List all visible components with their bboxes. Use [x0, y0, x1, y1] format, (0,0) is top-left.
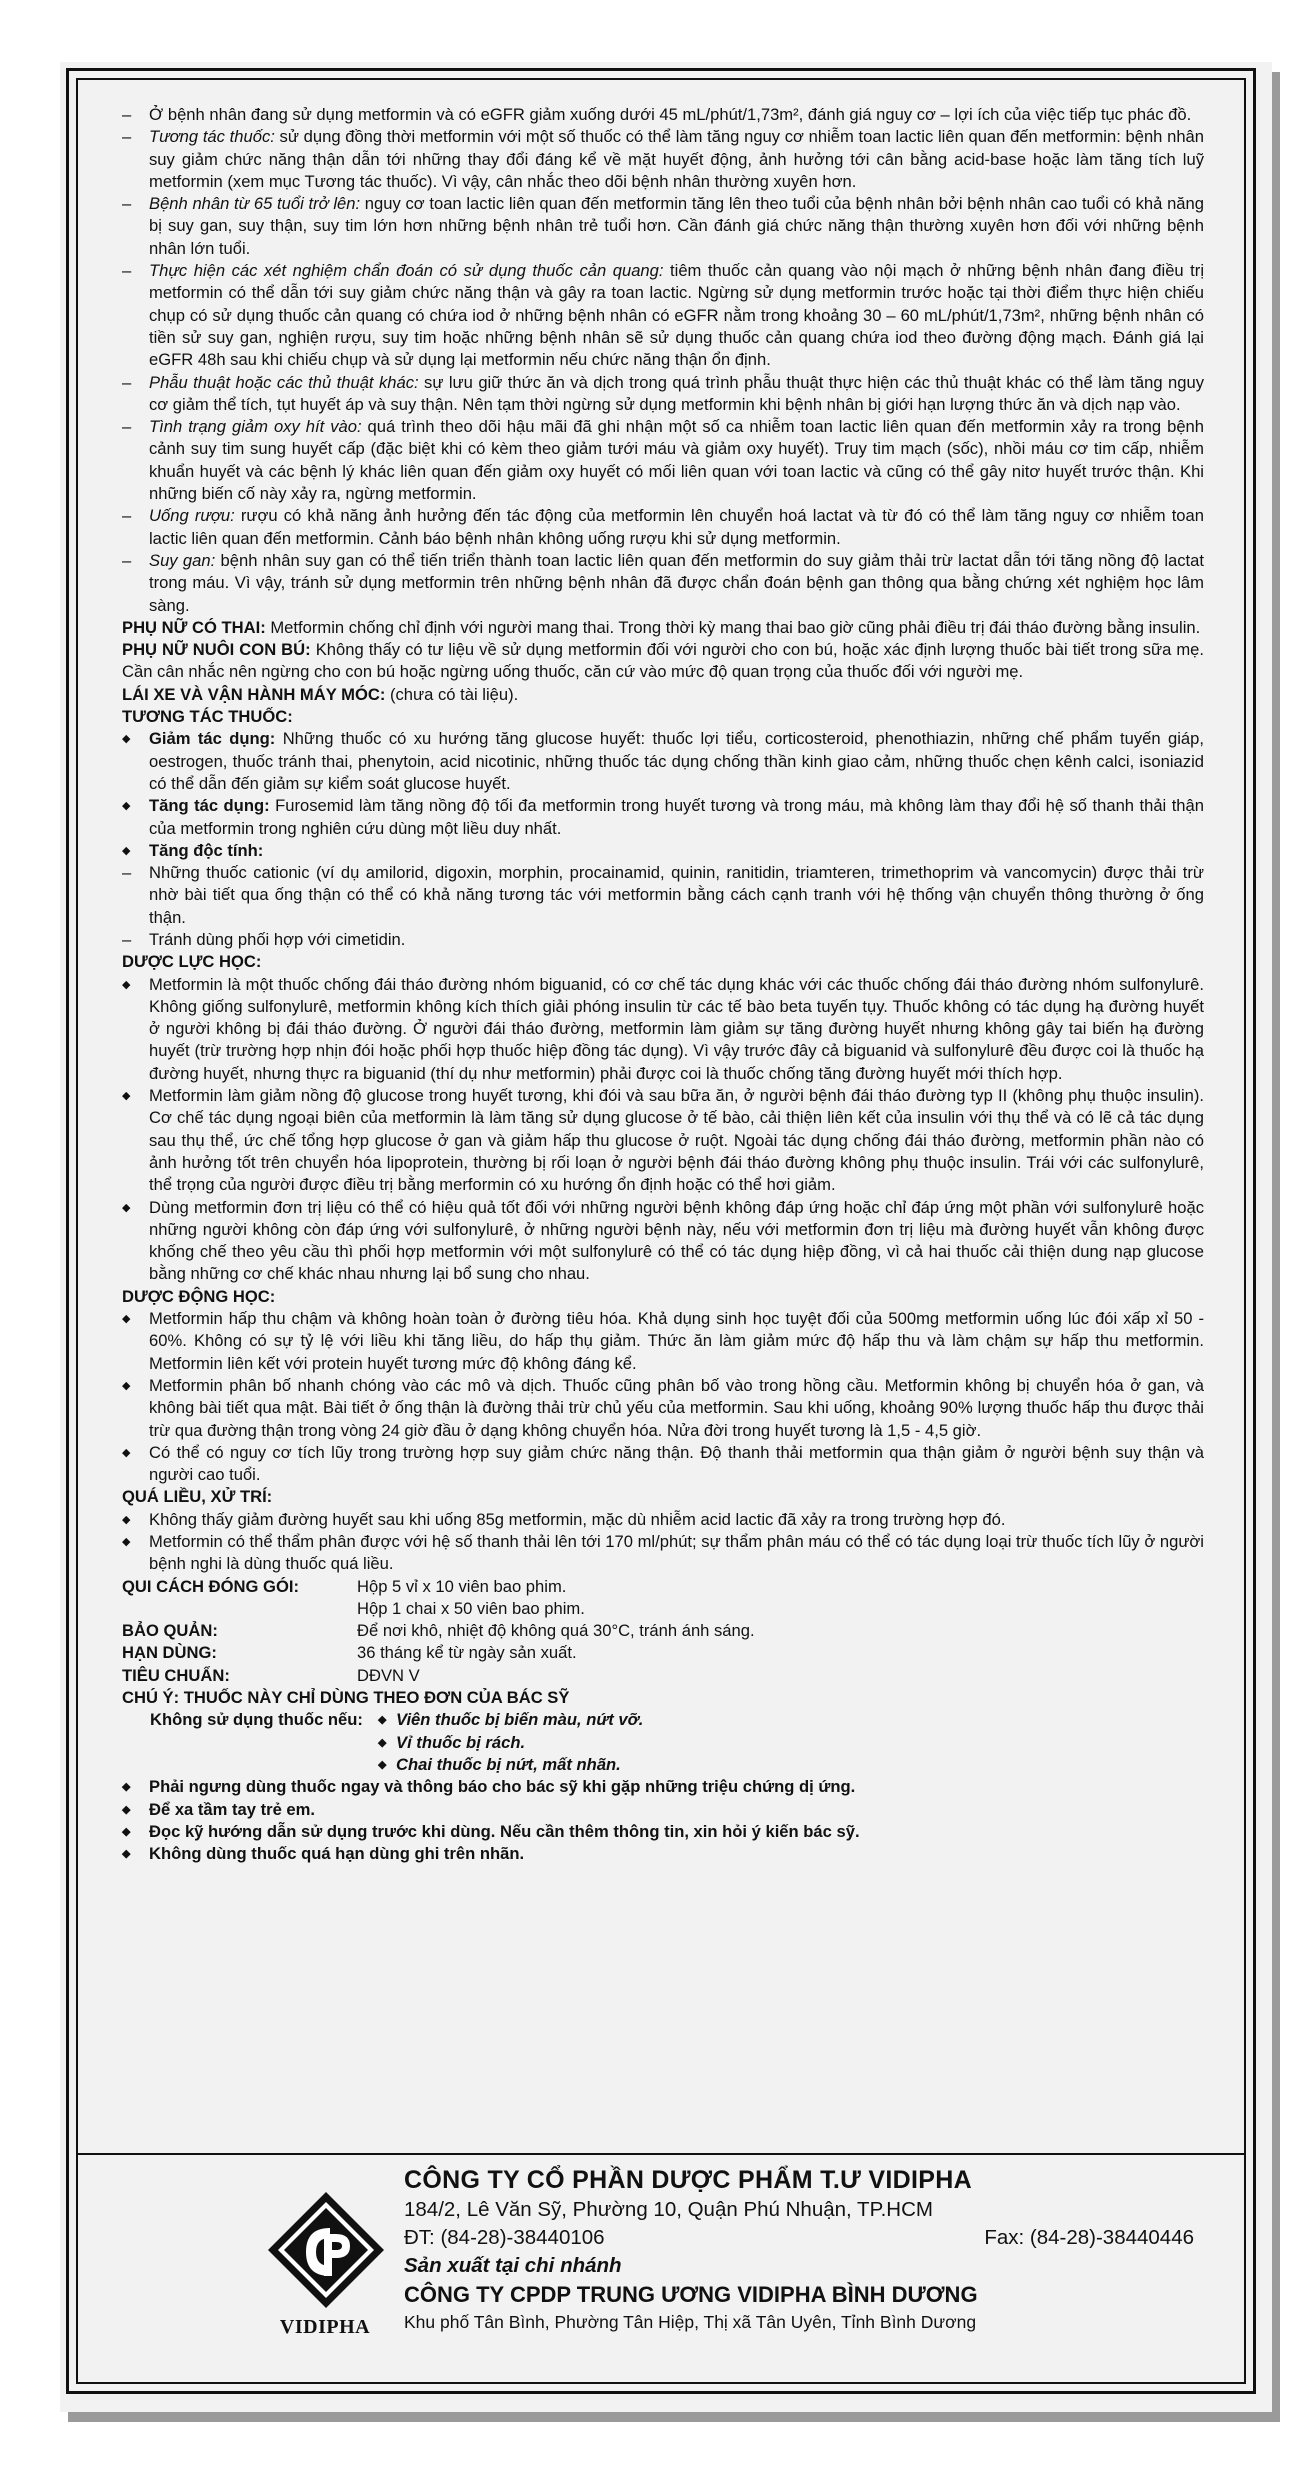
lactation-section: PHỤ NỮ NUÔI CON BÚ: Không thấy có tư liệu về sử dụng metformin đối với người cho con bú, hoặc xác định lượng thuốc bài tiết trong sữa mẹ. Cần cân nhắc nên ngừng cho con bú hoặc ngừng uống thuốc, căn cứ vào mức độ quan trọng của thuốc đối với người mẹ. [122, 640, 1205, 682]
warning-item: ◆ Phải ngưng dùng thuốc ngay và thông báo cho bác sỹ khi gặp những triệu chứng dị ứng. [122, 1776, 1204, 1798]
warning-item: ◆ Không dùng thuốc quá hạn dùng ghi trên nhãn. [122, 1843, 1204, 1865]
driving-section: LÁI XE VÀ VẬN HÀNH MÁY MÓC: (chưa có tài liệu). [122, 684, 519, 704]
pharmacokinetics-item: ◆ Có thể có nguy cơ tích lũy trong trường hợp suy giảm chức năng thận. Độ thanh thải metformin qua thận giảm ở người bệnh suy thận và người cao tuổi. [122, 1442, 1204, 1487]
company-phone: ĐT: (84-28)-38440106 [404, 2226, 605, 2249]
prescription-note: CHÚ Ý: THUỐC NÀY CHỈ DÙNG THEO ĐƠN CỦA BÁC SỸ [122, 1688, 570, 1708]
overdose-title: QUÁ LIỀU, XỬ TRÍ: [122, 1487, 273, 1507]
risk-item: – Tình trạng giảm oxy hít vào: quá trình theo dõi hậu mãi đã ghi nhận một số ca nhiễm toan lactic liên quan đến metformin xảy ra trong bệnh cảnh suy tim sung huyết cấp (đặc biệt khi có kèm theo giảm tưới máu và giảm oxy huyết). Truy tim mạch (sốc), nhồi máu cơ tim cấp, nhiễm khuẩn huyết và các bệnh lý khác liên quan đến giảm oxy huyết có mối liên quan với toan lactic và cũng có thể gây nitơ huyết trước thận. Khi những biến cố này xảy ra, ngừng metformin. [122, 416, 1204, 505]
branch-name: CÔNG TY CPDP TRUNG ƯƠNG VIDIPHA BÌNH DƯƠNG [404, 2282, 978, 2307]
interaction-decrease: ◆ Giảm tác dụng: Những thuốc có xu hướng tăng glucose huyết: thuốc lợi tiểu, corticosteroid, phenothiazin, những chế phẩm tuyến giáp, oestrogen, thuốc tránh thai, phenytoin, acid nicotinic, những thuốc tác dụng chống thần kinh giao cảm, những thuốc chẹn kênh calci, isoniazid có thể dẫn đến giảm sự kiểm soát glucose huyết. [122, 728, 1204, 795]
interaction-toxicity: ◆ Tăng độc tính: [122, 840, 1204, 862]
risk-item: – Bệnh nhân từ 65 tuổi trở lên: nguy cơ toan lactic liên quan đến metformin tăng lên theo tuổi của bệnh nhân bởi bệnh nhân cao tuổi có khả năng bị suy gan, suy thận, suy tim lớn hơn những bệnh nhân trẻ tuổi hơn. Cần đánh giá chức năng thận thường xuyên hơn đối với những bệnh nhân lớn tuổi. [122, 193, 1204, 260]
company-block [404, 2164, 1194, 2335]
do-not-use-item: ◆ Viên thuốc bị biến màu, nứt vỡ. [378, 1709, 1204, 1731]
risk-item: – Thực hiện các xét nghiệm chẩn đoán có sử dụng thuốc cản quang: tiêm thuốc cản quang vào nội mạch ở những bệnh nhân đang điều trị metformin có thể dẫn tới suy giảm chức năng thận và gây ra toan lactic. Ngừng sử dụng metformin trước hoặc tại thời điểm thực hiện chiếu chụp có sử dụng thuốc cản quang có chứa iod ở những bệnh nhân có eGFR nằm trong khoảng 30 – 60 mL/phút/1,73m², những bệnh nhân có tiền sử suy gan, nghiện rượu, suy tim hoặc những bệnh nhân sẽ sử dụng thuốc cản quang chứa iod theo đường động mạch. Đánh giá lại eGFR 48h sau khi chiếu chụp và sử dụng lại metformin nếu chức năng thận ổn định. [122, 260, 1204, 371]
risk-item: – Phẫu thuật hoặc các thủ thuật khác: sự lưu giữ thức ăn và dịch trong quá trình phẫu thuật thực hiện các thủ thuật khác có thể làm tăng nguy cơ giảm thể tích, tụt huyết áp và suy thận. Nên tạm thời ngừng sử dụng metformin khi bệnh nhân bị giới hạn lượng thức ăn và dịch nạp vào. [122, 372, 1204, 417]
pharmacodynamics-item: ◆ Metformin là một thuốc chống đái tháo đường nhóm biguanid, có cơ chế tác dụng khác với các thuốc chống đái tháo đường nhóm sulfonylurê. Không giống sulfonylurê, metformin không kích thích giải phóng insulin từ các tế bào beta tuyến tụy. Thuốc không có tác dụng hạ đường huyết ở người không bị đái tháo đường. Ở người đái tháo đường, metformin làm giảm sự tăng đường huyết nhưng không gây tai biến hạ đường huyết (trừ trường hợp nhịn đói hoặc phối hợp thuốc hiệp đồng tác dụng). Vì vậy trước đây cả biguanid và sulfonylurê đều được coi là thuốc hạ đường huyết, nhưng thực ra biguanid (thí dụ như metformin) phải được coi là thuốc chống tăng đường huyết mới thích hợp. [122, 974, 1204, 1085]
branch-address: Khu phố Tân Bình, Phường Tân Hiệp, Thị xã Tân Uyên, Tỉnh Bình Dương [404, 2312, 977, 2332]
vidipha-logo-icon [266, 2190, 386, 2310]
interactions-title: TƯƠNG TÁC THUỐC: [122, 707, 293, 727]
do-not-use-block: Không sử dụng thuốc nếu: ◆ Viên thuốc bị biến màu, nứt vỡ. ◆ Vỉ thuốc bị rách. ◆ Chai thuốc bị nứt, mất nhãn. [122, 1709, 1204, 1776]
risk-item: – Ở bệnh nhân đang sử dụng metformin và có eGFR giảm xuống dưới 45 mL/phút/1,73m², đánh giá nguy cơ – lợi ích của việc tiếp tục phác đồ. [122, 104, 1204, 126]
toxicity-item: – Những thuốc cationic (ví dụ amilorid, digoxin, morphin, procainamid, quinin, ranitidin, triamteren, trimethoprim và vancomycin) được thải trừ nhờ bài tiết qua ống thận có thể có khả năng tương tác với metformin bằng cách cạnh tranh với hệ thống vận chuyển thông thường ở ống thận. [122, 862, 1204, 929]
overdose-item: ◆ Không thấy giảm đường huyết sau khi uống 85g metformin, mặc dù nhiễm acid lactic đã xảy ra trong trường hợp đó. [122, 1509, 1204, 1531]
risk-item: – Tương tác thuốc: sử dụng đồng thời metformin với một số thuốc có thể làm tăng nguy cơ nhiễm toan lactic liên quan đến metformin: bệnh nhân suy giảm chức năng thận dẫn tới những thay đổi đáng kể về mặt huyết động, ảnh hưởng tới cân bằng acid-base hoặc làm tăng tích luỹ metformin (xem mục Tương tác thuốc). Vì vậy, cân nhắc theo dõi bệnh nhân thường xuyên hơn. [122, 126, 1204, 193]
do-not-use-item: ◆ Vỉ thuốc bị rách. [378, 1732, 1204, 1754]
packaging-line: Hộp 5 vỉ x 10 viên bao phim. [357, 1576, 567, 1596]
pharmacodynamics-title: DƯỢC LỰC HỌC: [122, 952, 262, 972]
warning-item: ◆ Để xa tầm tay trẻ em. [122, 1799, 1204, 1821]
risk-item: – Uống rượu: rượu có khả năng ảnh hưởng đến tác động của metformin lên chuyển hoá lactat và từ đó có thể làm tăng nguy cơ nhiễm toan lactic liên quan đến metformin. Cảnh báo bệnh nhân không uống rượu khi sử dụng metformin. [122, 505, 1204, 550]
packaging-line: Hộp 1 chai x 50 viên bao phim. [357, 1598, 585, 1618]
pharmacokinetics-title: DƯỢC ĐỘNG HỌC: [122, 1286, 276, 1306]
risk-item: – Suy gan: bệnh nhân suy gan có thể tiến triển thành toan lactic liên quan đến metformin do suy giảm thải trừ lactat dẫn tới tăng nồng độ lactat trong máu. Vì vậy, tránh sử dụng metformin trên những bệnh nhân đã được chẩn đoán bệnh gan thông qua bằng chứng xét nghiệm học lâm sàng. [122, 550, 1204, 617]
pregnancy-section: PHỤ NỮ CÓ THAI: Metformin chống chỉ định với người mang thai. Trong thời kỳ mang thai bao giờ cũng phải điều trị đái tháo đường bằng insulin. [122, 617, 1201, 637]
pharmacodynamics-item: ◆ Metformin làm giảm nồng độ glucose trong huyết tương, khi đói và sau bữa ăn, ở người bệnh đái tháo đường typ II (không phụ thuộc insulin). Cơ chế tác dụng ngoại biên của metformin là làm tăng sử dụng glucose ở tế bào, cải thiện liên kết của insulin với thụ thể và có lẽ cả tác dụng sau thụ thể, ức chế tổng hợp glucose ở gan và giảm hấp thu glucose ở ruột. Ngoài tác dụng chống đái tháo đường, metformin phần nào có ảnh hưởng tốt trên chuyển hóa lipoprotein, thường bị rối loạn ở người bệnh đái tháo đường không phụ thuộc insulin. Trái với các sulfonylurê, thể trọng của người được điều trị bằng merformin có xu hướng ổn định hoặc có thể hơi giảm. [122, 1085, 1204, 1196]
company-fax: Fax: (84-28)-38440446 [984, 2226, 1194, 2249]
storage-row: BẢO QUẢN: Để nơi khô, nhiệt độ không quá 30°C, tránh ánh sáng. [122, 1621, 755, 1641]
footer-divider [76, 2153, 1246, 2155]
packaging-row: QUI CÁCH ĐÓNG GÓI: Hộp 5 vỉ x 10 viên bao phim. Hộp 1 chai x 50 viên bao phim. [122, 1576, 1204, 1621]
pharmacokinetics-item: ◆ Metformin hấp thu chậm và không hoàn toàn ở đường tiêu hóa. Khả dụng sinh học tuyệt đối của 500mg metformin uống lúc đói xấp xỉ 50 - 60%. Không có sự tỷ lệ với liều khi tăng liều, do hấp thụ giảm. Thức ăn làm giảm mức độ hấp thu và làm chậm sự hấp thu metformin. Metformin liên kết với protein huyết tương mức độ không đáng kể. [122, 1308, 1204, 1375]
do-not-use-item: ◆ Chai thuốc bị nứt, mất nhãn. [378, 1754, 1204, 1776]
pharmacodynamics-item: ◆ Dùng metformin đơn trị liệu có thể có hiệu quả tốt đối với những người bệnh không đáp ứng hoặc chỉ đáp ứng một phần với sulfonylurê hoặc những người không còn đáp ứng với sulfonylurê, ở những người bệnh này, nếu với metformin đơn trị liệu mà đường huyết vẫn không được khống chế theo yêu cầu thì phối hợp metformin với một sulfonylurê có thể có tác dụng hiệp đồng, vì cả hai thuốc cải thiện dung nạp glucose bằng những cơ chế khác nhau nhưng lại bổ sung cho nhau. [122, 1197, 1204, 1286]
shelf-life-row: HẠN DÙNG: 36 tháng kể từ ngày sản xuất. [122, 1643, 577, 1663]
standard-row: TIÊU CHUẨN: DĐVN V [122, 1665, 420, 1685]
warning-item: ◆ Đọc kỹ hướng dẫn sử dụng trước khi dùng. Nếu cần thêm thông tin, xin hỏi ý kiến bác sỹ. [122, 1821, 1204, 1843]
pharmacokinetics-item: ◆ Metformin phân bố nhanh chóng vào các mô và dịch. Thuốc cũng phân bố vào trong hồng cầu. Metformin không bị chuyển hóa ở gan, và không bài tiết qua mật. Bài tiết ở ống thận là đường thải trừ chủ yếu của metformin. Sau khi uống, khoảng 90% lượng thuốc hấp thu được thải trừ qua đường thận trong vòng 24 giờ đầu ở dạng không chuyển hóa. Nửa đời trong huyết tương là 1,5 - 4,5 giờ. [122, 1375, 1204, 1442]
toxicity-item: – Tránh dùng phối hợp với cimetidin. [122, 929, 1204, 951]
company-contact [404, 2224, 1194, 2252]
company-name: CÔNG TY CỔ PHẦN DƯỢC PHẨM T.Ư VIDIPHA [404, 2166, 972, 2194]
overdose-item: ◆ Metformin có thể thẩm phân được với hệ số thanh thải lên tới 170 ml/phút; sự thẩm phân máu có thể có tác dụng loại trừ thuốc tích lũy ở người bệnh nghi là dùng thuốc quá liều. [122, 1531, 1204, 1576]
interaction-increase: ◆ Tăng tác dụng: Furosemid làm tăng nồng độ tối đa metformin trong huyết tương và trong máu, mà không làm thay đổi hệ số thanh thải thận của metformin trong nghiên cứu dùng một liều duy nhất. [122, 795, 1204, 840]
company-address: 184/2, Lê Văn Sỹ, Phường 10, Quận Phú Nhuận, TP.HCM [404, 2198, 933, 2221]
made-at-label: Sản xuất tại chi nhánh [404, 2254, 622, 2277]
logo-wordmark: VIDIPHA [279, 2316, 371, 2338]
leaflet-content [122, 104, 1204, 1865]
